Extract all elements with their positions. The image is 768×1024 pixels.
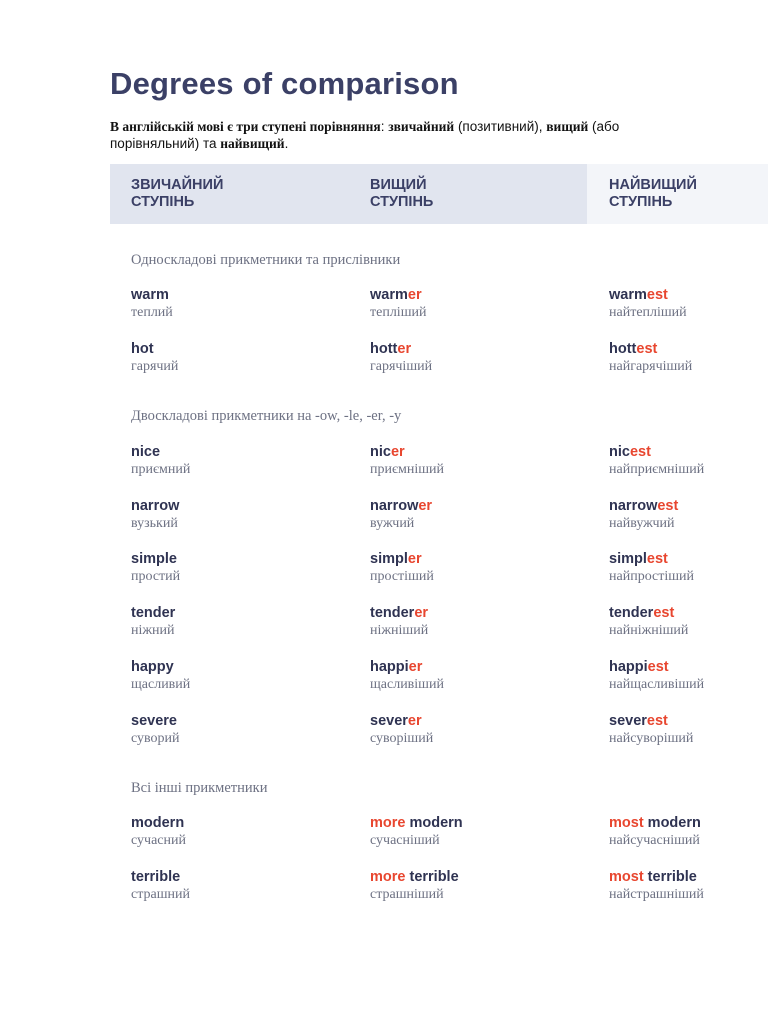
positive-cell <box>131 341 178 375</box>
positive-translation: теплий <box>131 305 173 320</box>
positive-word <box>131 341 178 358</box>
word-stem: warm <box>609 287 647 303</box>
superlative-cell <box>609 815 701 849</box>
superlative-word <box>609 605 688 622</box>
word-stem: tender <box>370 605 415 621</box>
comparative-cell <box>370 659 444 693</box>
word-suffix: est <box>657 498 679 514</box>
word-stem: nic <box>609 444 630 460</box>
word-suffix: er <box>407 551 422 567</box>
comparative-cell <box>370 815 463 849</box>
superlative-word <box>609 659 704 676</box>
positive-cell <box>131 551 180 585</box>
word-stem: sever <box>370 713 408 729</box>
superlative-word <box>609 551 694 568</box>
positive-translation: ніжний <box>131 623 175 638</box>
word-suffix: est <box>629 444 651 460</box>
word-suffix: er <box>390 444 405 460</box>
comparative-cell <box>370 287 426 321</box>
superlative-translation: найвужчий <box>609 516 675 531</box>
comparative-translation: страшніший <box>370 887 444 902</box>
comparative-cell <box>370 341 432 375</box>
positive-cell <box>131 605 175 639</box>
superlative-translation: найприємніший <box>609 462 705 477</box>
comparative-cell <box>370 444 444 478</box>
comparative-translation: щасливіший <box>370 677 444 692</box>
table-header <box>110 164 768 224</box>
superlative-word <box>609 869 704 886</box>
superlative-translation: найщасливіший <box>609 677 705 692</box>
positive-cell <box>131 287 173 321</box>
word-suffix: er <box>407 713 422 729</box>
word-suffix: more <box>370 815 406 831</box>
word-stem: tender <box>131 605 176 621</box>
word-suffix: er <box>397 341 412 357</box>
superlative-word <box>609 287 687 304</box>
word-stem: happi <box>370 659 409 675</box>
word-suffix: er <box>407 287 422 303</box>
comparative-cell <box>370 713 433 747</box>
intro-text-6: (або порівняльний) та <box>110 119 620 151</box>
comparative-cell <box>370 498 432 532</box>
positive-translation: сучасний <box>131 833 186 848</box>
superlative-translation: найпростіший <box>609 569 695 584</box>
word-suffix: most <box>609 869 644 885</box>
intro-positive-term: звичайний <box>388 119 455 134</box>
superlative-cell <box>609 605 688 639</box>
positive-word <box>131 287 173 304</box>
positive-word <box>131 605 175 622</box>
word-suffix: er <box>418 498 433 514</box>
comparative-word <box>370 498 432 515</box>
superlative-translation: найсуворіший <box>609 731 694 746</box>
intro-text-2: : <box>380 119 389 134</box>
word-stem: simpl <box>609 551 647 567</box>
intro-text-1: В англійській мові є три ступені порівняння <box>110 119 381 134</box>
superlative-word <box>609 815 701 832</box>
superlative-word <box>609 713 693 730</box>
word-suffix: est <box>653 605 675 621</box>
word-suffix: er <box>408 659 423 675</box>
header-comparative: ВИЩИЙ СТУПІНЬ <box>370 177 434 210</box>
word-stem: hott <box>609 341 637 357</box>
word-suffix: est <box>647 659 669 675</box>
superlative-word <box>609 444 704 461</box>
comparative-translation: ніжніший <box>370 623 429 638</box>
positive-cell <box>131 498 179 532</box>
comparative-word <box>370 444 444 461</box>
word-stem: terrible <box>131 869 181 885</box>
word-stem: warm <box>370 287 408 303</box>
word-base: terrible <box>405 869 459 885</box>
comparative-word <box>370 551 434 568</box>
comparative-cell <box>370 869 459 903</box>
superlative-cell <box>609 341 692 375</box>
positive-word <box>131 444 190 461</box>
positive-cell <box>131 815 186 849</box>
positive-cell <box>131 659 190 693</box>
superlative-cell <box>609 498 678 532</box>
word-stem: severe <box>131 713 177 729</box>
word-suffix: er <box>414 605 429 621</box>
comparative-translation: вужчий <box>370 516 415 531</box>
comparative-word <box>370 341 432 358</box>
word-base: modern <box>643 815 701 831</box>
comparative-word <box>370 605 428 622</box>
superlative-translation: найніжніший <box>609 623 689 638</box>
positive-cell <box>131 713 180 747</box>
intro-text-4: (позитивний), <box>454 119 547 134</box>
superlative-cell <box>609 713 693 747</box>
positive-cell <box>131 444 190 478</box>
superlative-translation: найгарячіший <box>609 359 693 374</box>
word-stem: hott <box>370 341 398 357</box>
word-suffix: more <box>370 869 406 885</box>
word-stem: simpl <box>370 551 408 567</box>
comparative-translation: сучасніший <box>370 833 440 848</box>
word-stem: narrow <box>370 498 419 514</box>
positive-word <box>131 815 186 832</box>
intro-comparative-term: вищий <box>546 119 589 134</box>
comparative-translation: суворіший <box>370 731 434 746</box>
word-base: terrible <box>643 869 697 885</box>
positive-word <box>131 869 190 886</box>
comparative-translation: тепліший <box>370 305 427 320</box>
header-positive: ЗВИЧАЙНИЙ СТУПІНЬ <box>131 177 224 210</box>
comparative-word <box>370 659 444 676</box>
superlative-translation: найсучасніший <box>609 833 700 848</box>
positive-word <box>131 551 180 568</box>
positive-translation: суворий <box>131 731 180 746</box>
positive-translation: простий <box>131 569 181 584</box>
word-suffix: est <box>646 551 668 567</box>
superlative-cell <box>609 551 694 585</box>
comparative-cell <box>370 551 434 585</box>
comparative-translation: простіший <box>370 569 434 584</box>
word-stem: hot <box>131 341 154 357</box>
word-stem: happi <box>609 659 648 675</box>
positive-word <box>131 713 180 730</box>
word-stem: modern <box>131 815 185 831</box>
superlative-cell <box>609 287 687 321</box>
positive-translation: страшний <box>131 887 190 902</box>
superlative-translation: найстрашніший <box>609 887 704 902</box>
word-stem: simple <box>131 551 177 567</box>
comparative-translation: гарячіший <box>370 359 433 374</box>
positive-translation: гарячий <box>131 359 179 374</box>
comparative-cell <box>370 605 428 639</box>
positive-cell <box>131 869 190 903</box>
positive-translation: вузький <box>131 516 178 531</box>
superlative-word <box>609 498 678 515</box>
superlative-translation: найтепліший <box>609 305 687 320</box>
superlative-cell <box>609 444 704 478</box>
word-suffix: est <box>646 287 668 303</box>
superlative-cell <box>609 869 704 903</box>
section-label: Односкладові прикметники та прислівники <box>131 252 401 268</box>
comparative-word <box>370 869 459 886</box>
word-stem: tender <box>609 605 654 621</box>
word-stem: nic <box>370 444 391 460</box>
header-superlative: НАЙВИЩИЙ СТУПІНЬ <box>609 177 697 210</box>
comparative-translation: приємніший <box>370 462 444 477</box>
section-label: Двоскладові прикметники на -ow, -le, -er, -y <box>131 408 402 424</box>
word-stem: sever <box>609 713 647 729</box>
intro-superlative-term: найвищий <box>220 136 285 151</box>
superlative-word <box>609 341 692 358</box>
word-stem: nice <box>131 444 161 460</box>
word-suffix: est <box>646 713 668 729</box>
intro-paragraph <box>110 118 670 152</box>
word-stem: warm <box>131 287 169 303</box>
section-label: Всі інші прикметники <box>131 780 268 796</box>
word-suffix: most <box>609 815 644 831</box>
word-base: modern <box>405 815 463 831</box>
comparative-word <box>370 287 426 304</box>
word-stem: happy <box>131 659 174 675</box>
comparative-word <box>370 815 463 832</box>
positive-word <box>131 659 190 676</box>
intro-text-8: . <box>284 136 289 151</box>
positive-word <box>131 498 179 515</box>
positive-translation: приємний <box>131 462 191 477</box>
word-stem: narrow <box>131 498 180 514</box>
page-title: Degrees of comparison <box>110 66 459 101</box>
superlative-cell <box>609 659 704 693</box>
comparative-word <box>370 713 433 730</box>
word-suffix: est <box>636 341 658 357</box>
word-stem: narrow <box>609 498 658 514</box>
positive-translation: щасливий <box>131 677 191 692</box>
